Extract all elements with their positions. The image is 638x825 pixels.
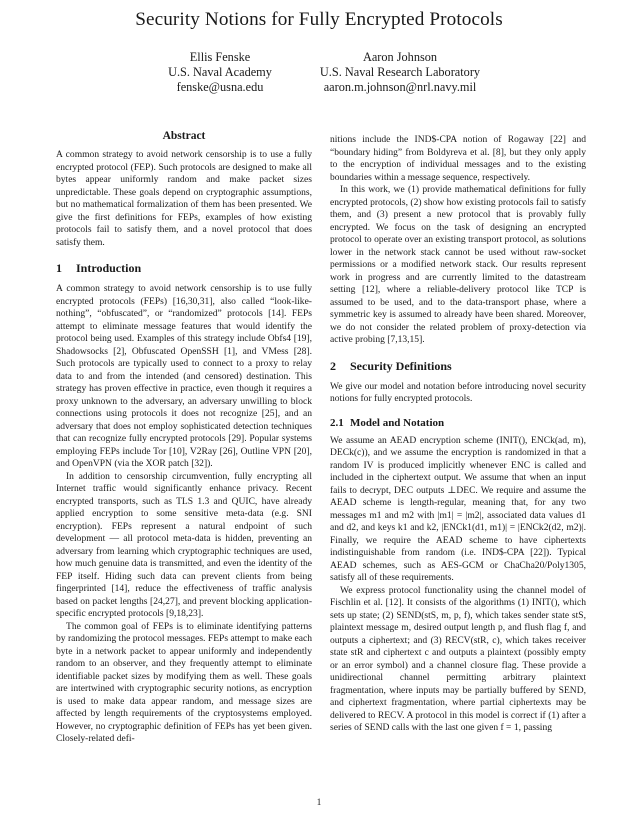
subsection-title: Model and Notation [350,416,445,429]
body-paragraph: nitions include the IND$-CPA notion of Rogaway [22] and “boundary hiding” from Boldyreva et al. [8], but they only apply to the encryption of individual messages and to the existing boundaries within a message sequence, respectively. [330,134,586,183]
section-title: Introduction [76,261,142,275]
body-paragraph: In addition to censorship circumvention, fully encrypting all Internet traffic would significantly enhance privacy. Recent encrypted transports, such as TLS 1.3 and QUIC, have already applied encryption to some sensitive meta-data (e.g. SNI encryption). FEPs represent a natural endpoint of such development — all protocol meta-data is hidden, preventing an adversary from learning which cryptographic techniques are used, how much genuine data is transmitted, and even the identity of the FEP itself. Hiding such data can prevent clients from being fingerprinted [14], reduce the effectiveness of traffic analysis based on packet lengths [24,27], and prevent blocking application-specific encrypted protocols [9,18,23]. [56,470,312,619]
author-name: Aaron Johnson [362,50,438,64]
body-paragraph: We assume an AEAD encryption scheme (INIT(), ENCk(ad, m), DECk(c)), and we assume the encryption is randomized in that a random IV is produced implicitly whenever ENC is called and included in the ciphertext output. We assume that when an input fails to decrypt, DEC outputs ⊥DEC. We require and assume the AEAD scheme is length-regular, meaning that, for any two messages m1 and m2 with |m1| = |m2|, associated data values d1 and d2, and keys k1 and k2, |ENCk1(d1, m1)| = |ENCk2(d2, m2)|. Finally, we require the AEAD scheme to have ciphertexts indistinguishable from random (i.e. IND$-CPA [22]). Typical AEAD schemes, such as AES-GCM or ChaCha20/Poly1305, satisfy all of these requirements. [330,434,586,583]
author-block-1 [140,50,300,96]
body-paragraph: A common strategy to avoid network censorship is to use fully encrypted protocols (FEPs) [16,30,31], also called “look-like-nothing”, “obfuscated”, or “randomized” protocols [14]. FEPs attempt to eliminate message features that would identify the protocol being used. Examples of this strategy include Obfs4 [19], Shadowsocks [2], Obfuscated OpenSSH [1], and VMess [28]. Such protocols are typically used to connect to a proxy to relay data to and from the intended (and censored) destination. This strategy has proven effective in practice, even though it requires a proxy unknown to the adversary, an adversary unwilling to block connections using protocols it does not recognize [25], and an adversary that does not employ sophisticated detection techniques that can recognize fully encrypted protocols [29]. Popular systems employing FEPs include Tor [10], V2Ray [26], Outline VPN [20], and OpenVPN (via the XOR patch [32]). [56,283,312,469]
author-affiliation: U.S. Naval Research Laboratory [319,65,481,80]
body-paragraph: The common goal of FEPs is to eliminate identifying patterns by randomizing the protocol messages. FEPs attempt to make each byte in a network packet to appear uniformly and independently random to an observer, and they frequently attempt to eliminate identifiable packet sizes by modifying them as well. These goals are intertwined with cryptographic security notions, as encryption is used to make data appear random, and message sizes are affected by length requirements of the cryptosystems employed. However, no cryptographic definition of FEPs has yet been given. Closely-related defi- [56,620,312,744]
subsection-number: 2.1 [330,416,344,429]
subsection-heading [330,417,586,430]
section-number: 2 [330,358,336,373]
author-name: Ellis Fenske [189,50,251,64]
author-email: aaron.m.johnson@nrl.navy.mil [323,80,477,95]
page-number: 1 [316,798,322,808]
body-paragraph: In this work, we (1) provide mathematical definitions for fully encrypted protocols, (2) show how existing protocols fail to satisfy them, and (3) present a new protocol that is provably fully encrypted. We focus on the task of designing an encrypted protocol to operate over an existing transport protocol, as solutions lower in the network stack cannot be used without raw-socket permissions or a modified network stack. Our results represent work in progress and are currently limited to the datastream setting [12], where a reliable-delivery protocol like TCP is assumed to be used, and to the data-transport phase, where a symmetric key is assumed to already have been shared. Moreover, we do not consider the related problem of proxy-detection via active probing [7,13,15]. [330,184,586,345]
paper-title: Security Notions for Fully Encrypted Protocols [135,9,503,30]
author-email: fenske@usna.edu [176,80,264,95]
section-number: 1 [56,261,62,275]
body-paragraph: We give our model and notation before introducing novel security notions for fully encrypted protocols. [330,380,586,404]
abstract-text: A common strategy to avoid network censorship is to use a fully encrypted protocol (FEP). Such protocols are designed to make all bytes appear uniformly random and make packet sizes unpredictable. These goals depend on cryptographic assumptions, but no mathematical formalization of them has been presented. We give the first definitions for FEPs, examples of how existing protocols fail to satisfy them, and a novel protocol that does satisfy them. [56,149,312,248]
section-heading [56,261,312,275]
right-column [330,134,586,735]
author-affiliation: U.S. Naval Academy [168,65,272,80]
left-column [56,130,312,746]
section-heading [330,359,586,373]
section-title: Security Definitions [350,358,452,373]
body-paragraph: We express protocol functionality using the channel model of Fischlin et al. [12]. It consists of the algorithms (1) INIT(), which sets up state; (2) SEND(stS, m, p, f), which takes sender state stS, plaintext message m, desired output length p, and flush flag f, and outputs a ciphertext; and (3) RECV(stR, c), which takes receiver state stR and ciphertext c and outputs a plaintext (possibly empty or an error symbol) and a channel closure flag. These provide a unidirectional channel permitting arbitrary plaintext fragmentation, where inputs may be partially buffered by SEND, and ciphertext fragmentation, where partial ciphertexts may be delivered to RECV. A protocol in this model is correct if (1) after a series of SEND calls with the last one given f = 1, passing [330,584,586,733]
abstract-heading: Abstract [162,130,206,142]
author-block-2 [300,50,500,96]
